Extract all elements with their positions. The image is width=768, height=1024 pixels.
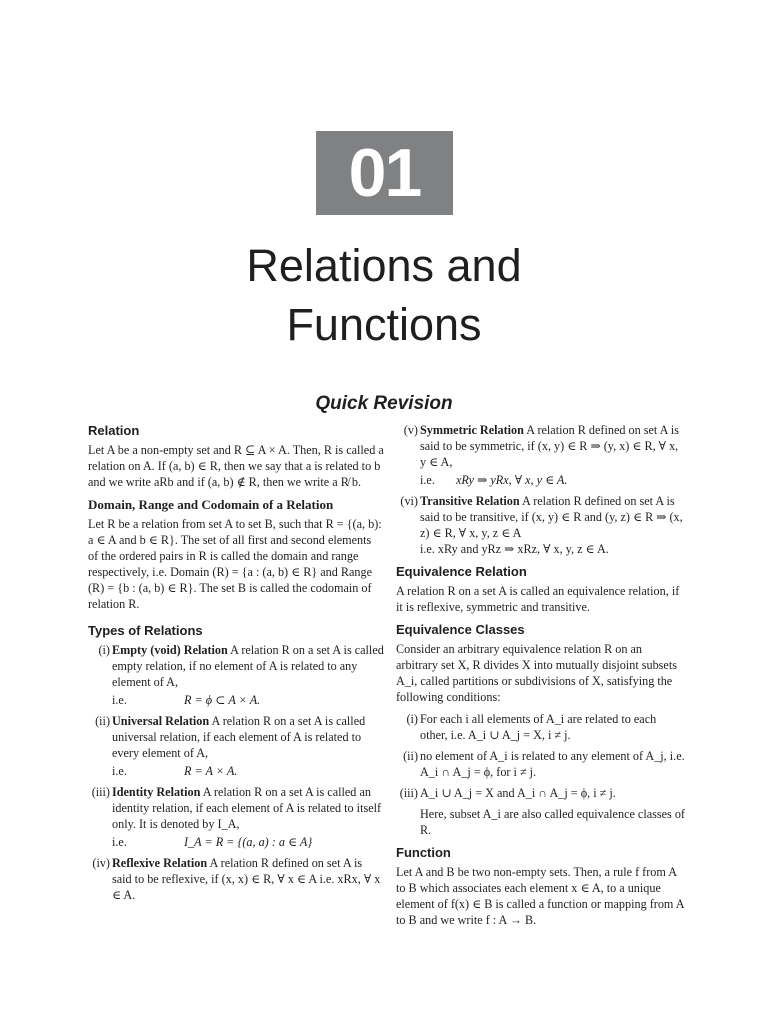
item-text: For each i all elements of A_i are related to each other, i.e. A_i ∪ A_j = X, i ≠ j.: [420, 712, 657, 742]
ie-line: [112, 692, 384, 708]
item-label: Identity Relation: [112, 785, 201, 799]
chapter-title-line-2: Functions: [286, 299, 482, 350]
item-number: (i): [406, 712, 418, 726]
condition-item: [396, 711, 686, 743]
item-text: no element of A_i is related to any element of A_j, i.e. A_i ∩ A_j = ϕ, for i ≠ j.: [420, 749, 685, 779]
ie-expression: I_A = R = {(a, a) : a ∈ A}: [184, 835, 313, 849]
item-label: Reflexive Relation: [112, 856, 208, 870]
subset-note: Here, subset A_i are also called equivalence classes of R.: [420, 807, 685, 837]
item-text: A_i ∪ A_j = X and A_i ∩ A_j = ϕ, i ≠ j.: [420, 786, 616, 800]
item-text: A relation R defined on set A is said to be transitive, if (x, y) ∈ R and (y, z) ∈ R ⇒ (x, z) ∈ R, ∀ x, y, z ∈ A: [420, 494, 683, 540]
item-text: A relation R defined on set A is said to be reflexive, if (x, x) ∈ R, ∀ x ∈ A i.e. xRx, ∀ x ∈ A.: [112, 856, 381, 902]
equivalence-relation-heading: Equivalence Relation: [396, 564, 527, 579]
item-text: A relation R defined on set A is said to be symmetric, if (x, y) ∈ R ⇒ (y, x) ∈ R, ∀ x, y ∈ A,: [420, 423, 679, 469]
left-column: [88, 422, 384, 908]
ie-line: [420, 472, 686, 488]
ie-expression: R = ϕ ⊂ A × A.: [184, 693, 261, 707]
item-number: (i): [98, 643, 110, 657]
item-label: Symmetric Relation: [420, 423, 524, 437]
item-label: Universal Relation: [112, 714, 210, 728]
equivalence-relation-text: A relation R on a set A is called an equivalence relation, if it is reflexive, symmetric and transitive.: [396, 584, 680, 614]
relation-heading: Relation: [88, 423, 140, 438]
item-number: (iii): [399, 786, 418, 800]
item-text: A relation R on a set A is called an identity relation, if each element of A is related to itself only. It is denoted by I_A,: [112, 785, 382, 831]
ie-label: i.e.: [112, 764, 127, 778]
condition-item: [396, 748, 686, 780]
relation-text: Let A be a non-empty set and R ⊆ A × A. Then, R is called a relation on A. If (a, b) ∈ R, then we say that a is related to b and we write aRb and if (a, b) ∉ R, then we write a R̸ b.: [88, 443, 384, 489]
item-number: (iii): [91, 785, 110, 799]
function-text: Let A and B be two non-empty sets. Then, a rule f from A to B which associates each element x ∈ A, to a unique element of f(x) ∈ B is called a function or mapping from A to B and we write f : A → B.: [396, 865, 684, 927]
chapter-number-badge: 01: [316, 131, 453, 215]
condition-item: [396, 785, 686, 801]
domain-range-codomain-heading: Domain, Range and Codomain of a Relation: [88, 497, 334, 512]
ie-line: i.e. xRy and yRz ⇒ xRz, ∀ x, y, z ∈ A.: [420, 542, 609, 556]
ie-label: i.e.: [420, 473, 435, 487]
right-column: [396, 422, 686, 934]
item-number: (v): [403, 423, 418, 437]
equivalence-classes-heading: Equivalence Classes: [396, 622, 525, 637]
universal-relation-item: [88, 713, 384, 779]
item-number: (ii): [403, 749, 418, 763]
empty-relation-item: [88, 642, 384, 708]
transitive-relation-item: [396, 493, 686, 557]
ie-line: [112, 834, 384, 850]
quick-revision-heading: Quick Revision: [315, 393, 453, 414]
equivalence-classes-text: Consider an arbitrary equivalence relation R on an arbitrary set X, R divides X into mutually disjoint subsets A_i, called partitions or subdivisions of X, satisfying the following conditions:: [396, 642, 677, 704]
ie-expression: R = A × A.: [184, 764, 238, 778]
ie-line: [112, 763, 384, 779]
item-text: A relation R on a set A is called universal relation, if each element of A is related to every element of A,: [112, 714, 366, 760]
identity-relation-item: [88, 784, 384, 850]
chapter-title-line-1: Relations and: [246, 240, 522, 291]
reflexive-relation-item: [88, 855, 384, 903]
ie-label: i.e.: [112, 835, 127, 849]
ie-expression: xRy ⇒ yRx, ∀ x, y ∈ A.: [456, 473, 568, 487]
item-label: Empty (void) Relation: [112, 643, 228, 657]
item-label: Transitive Relation: [420, 494, 520, 508]
item-number: (ii): [95, 714, 110, 728]
item-number: (iv): [92, 856, 110, 870]
function-heading: Function: [396, 845, 451, 860]
item-text: A relation R on a set A is called empty relation, if no element of A is related to any element of A,: [112, 643, 384, 689]
chapter-title: [0, 236, 768, 354]
item-number: (vi): [400, 494, 418, 508]
domain-range-codomain-text: Let R be a relation from set A to set B, such that R = {(a, b): a ∈ A and b ∈ R}. The set of all first and second elements of the ordered pairs in R is called the domain and range respectively, i.e. Domain (R) = {a : (a, b) ∈ R} and Range (R) = {b : (a, b) ∈ R}. The set B is called the codomain of relation R.: [88, 517, 382, 611]
types-of-relations-heading: Types of Relations: [88, 623, 203, 638]
symmetric-relation-item: [396, 422, 686, 488]
ie-label: i.e.: [112, 693, 127, 707]
